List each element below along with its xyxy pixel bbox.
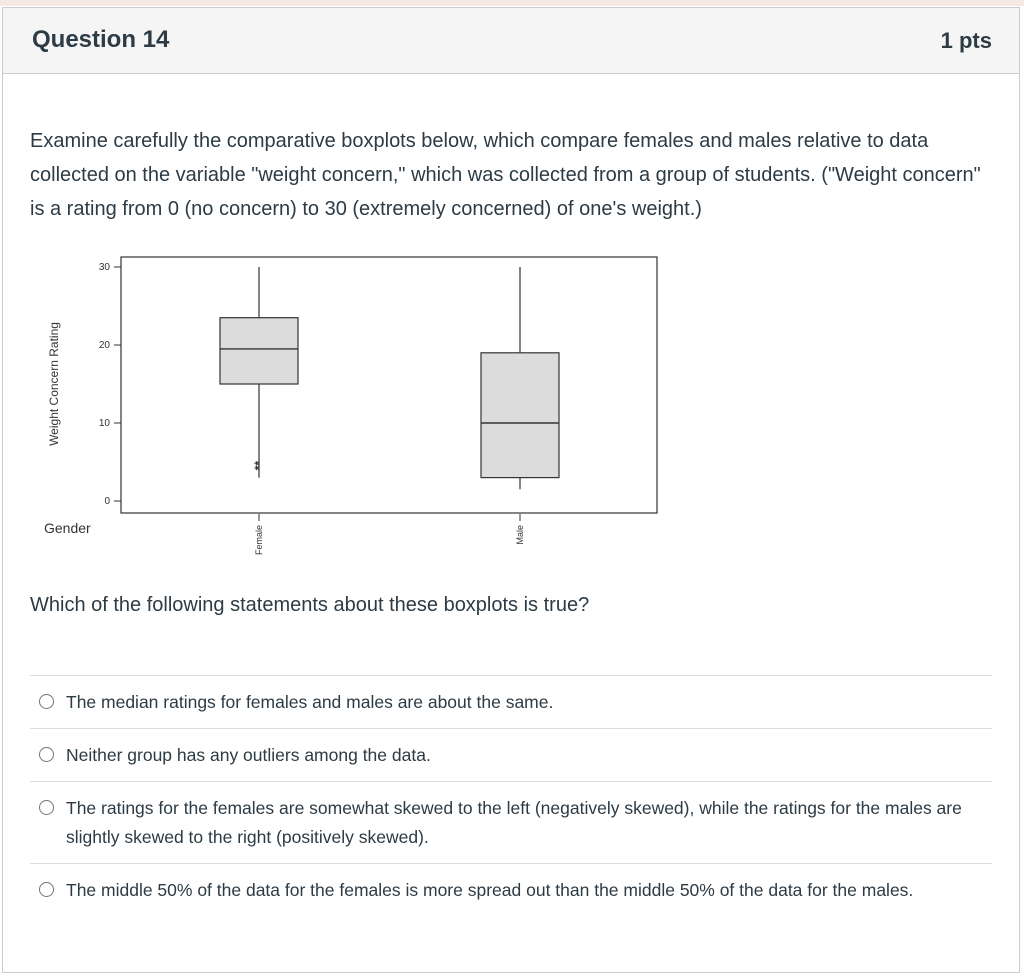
y-tick-label: 30 [98,262,110,273]
answer-label: The ratings for the females are somewhat skewed to the left (negatively skewed), while the ratings for the males are slightly skewed to the right (positively skewed). [66,798,962,847]
followup-question: Which of the following statements about these boxplots is true? [30,594,590,616]
radio-button[interactable] [39,694,54,709]
radio-button[interactable] [39,747,54,762]
plot-frame [121,257,657,513]
boxplot-chart [30,248,670,578]
y-tick-label: 10 [98,418,110,429]
top-strip [0,0,1024,6]
radio-button[interactable] [39,800,54,815]
x-tick-label: Female [254,525,264,556]
box-iqr [220,318,298,384]
outlier-markers: ** [252,460,266,471]
answer-label: The median ratings for females and males are about the same. [66,692,554,712]
x-axis-label: Gender [44,520,91,536]
question-points: 1 pts [940,28,992,53]
answer-option[interactable] [30,675,992,728]
question-title: Question 14 [32,26,170,53]
answer-label: Neither group has any outliers among the data. [66,745,431,765]
answer-option[interactable] [30,728,992,781]
radio-button[interactable] [39,882,54,897]
y-axis-label: Weight Concern Rating [47,322,61,446]
question-header [3,8,1019,74]
question-prompt: Examine carefully the comparative boxplots below, which compare females and males relative to data collected on the variable "weight concern," which was collected from a group of students. ("Weight concern" is a rating from 0 (no concern) to 30 (extremely concerned) of one's weight.) [30,130,981,220]
answer-label: The middle 50% of the data for the females is more spread out than the middle 50% of the data for the males. [66,880,914,900]
y-tick-label: 0 [104,496,110,507]
x-tick-label: Male [515,525,525,545]
answer-option[interactable] [30,863,992,945]
answer-list [30,675,992,945]
y-tick-label: 20 [98,340,110,351]
box-iqr [481,353,559,478]
answer-option[interactable] [30,781,992,863]
